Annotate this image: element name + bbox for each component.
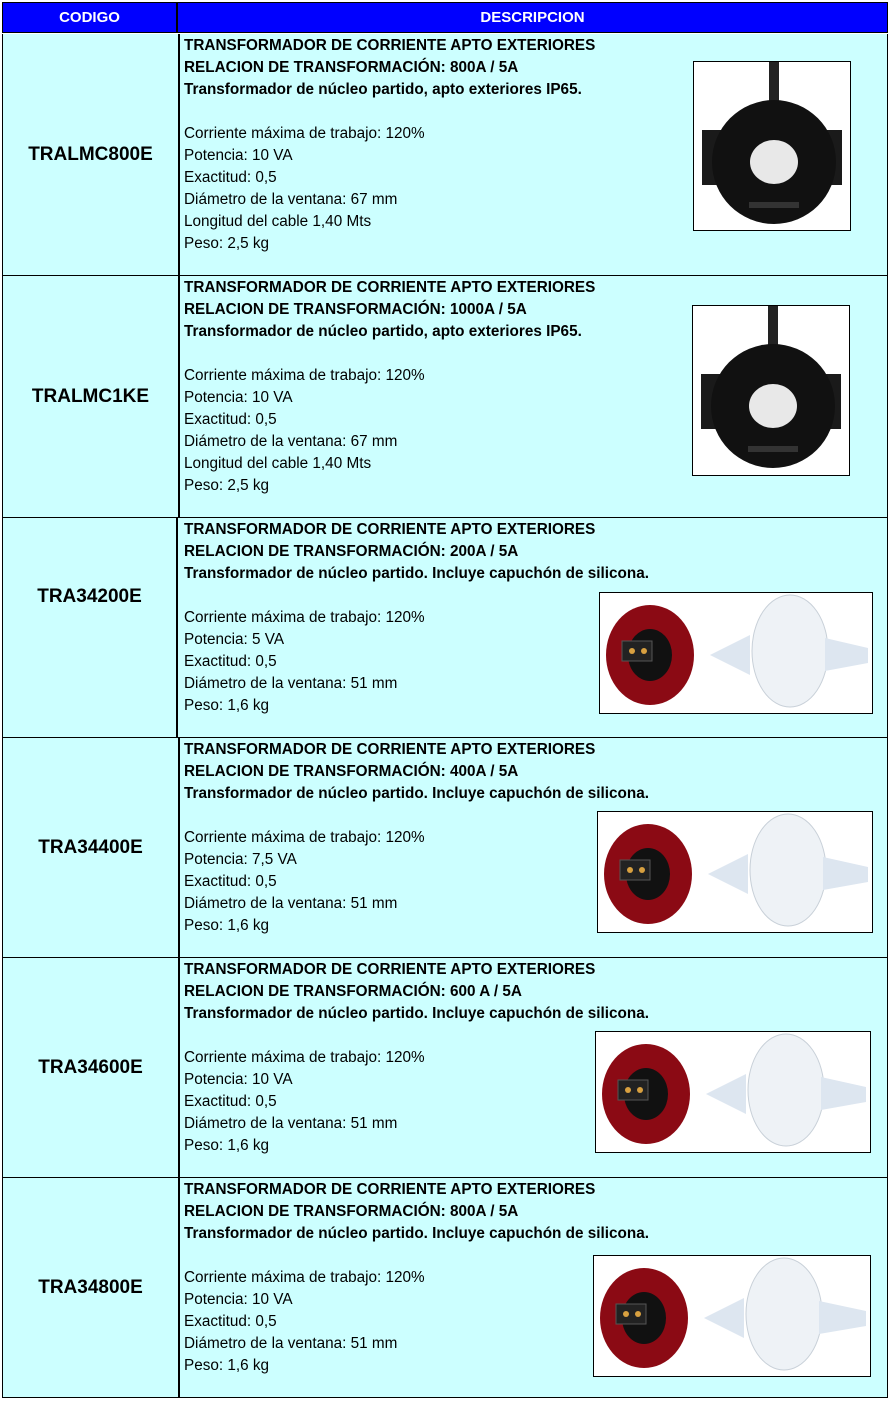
table-row (2, 34, 888, 276)
desc-type: Transformador de núcleo partido. Incluye capuchón de silicona. (184, 565, 649, 582)
product-description (181, 276, 887, 517)
spec-line: Peso: 1,6 kg (184, 697, 270, 714)
desc-type: Transformador de núcleo partido. Incluye capuchón de silicona. (184, 1225, 649, 1242)
desc-ratio: RELACION DE TRANSFORMACIÓN: 400A / 5A (184, 763, 519, 780)
product-photo (599, 592, 873, 714)
desc-type: Transformador de núcleo partido, apto exteriores IP65. (184, 81, 582, 98)
product-code: TRALMC800E (3, 34, 180, 275)
product-description (181, 1178, 887, 1397)
spec-line: Exactitud: 0,5 (184, 411, 277, 428)
product-photo (595, 1031, 871, 1153)
product-code: TRA34600E (3, 958, 180, 1177)
desc-title: TRANSFORMADOR DE CORRIENTE APTO EXTERIORES (184, 961, 596, 978)
table-row (2, 276, 888, 518)
desc-title: TRANSFORMADOR DE CORRIENTE APTO EXTERIORES (184, 521, 596, 538)
product-code: TRA34400E (3, 738, 180, 957)
spec-line: Longitud del cable 1,40 Mts (184, 213, 372, 230)
spec-line: Diámetro de la ventana: 51 mm (184, 895, 398, 912)
desc-title: TRANSFORMADOR DE CORRIENTE APTO EXTERIORES (184, 37, 596, 54)
product-photo (593, 1255, 871, 1377)
product-code: TRA34800E (3, 1178, 180, 1397)
spec-line: Peso: 1,6 kg (184, 1137, 270, 1154)
spec-line: Corriente máxima de trabajo: 120% (184, 1049, 425, 1066)
spec-line: Exactitud: 0,5 (184, 169, 277, 186)
spec-line: Peso: 2,5 kg (184, 477, 270, 494)
spec-line: Diámetro de la ventana: 51 mm (184, 675, 398, 692)
spec-line: Potencia: 10 VA (184, 1291, 293, 1308)
product-photo (692, 305, 850, 476)
spec-line: Corriente máxima de trabajo: 120% (184, 829, 425, 846)
product-description (181, 958, 887, 1177)
spec-line: Exactitud: 0,5 (184, 873, 277, 890)
desc-ratio: RELACION DE TRANSFORMACIÓN: 1000A / 5A (184, 301, 527, 318)
spec-line: Corriente máxima de trabajo: 120% (184, 609, 425, 626)
spec-line: Peso: 1,6 kg (184, 1357, 270, 1374)
spec-line: Potencia: 10 VA (184, 147, 293, 164)
desc-title: TRANSFORMADOR DE CORRIENTE APTO EXTERIORES (184, 279, 596, 296)
table-row (2, 518, 888, 738)
header-codigo: CODIGO (2, 2, 177, 33)
product-photo (597, 811, 873, 933)
desc-title: TRANSFORMADOR DE CORRIENTE APTO EXTERIORES (184, 1181, 596, 1198)
product-photo (693, 61, 851, 231)
desc-type: Transformador de núcleo partido. Incluye capuchón de silicona. (184, 1005, 649, 1022)
spec-line: Diámetro de la ventana: 67 mm (184, 433, 398, 450)
table-row (2, 738, 888, 958)
spec-line: Peso: 2,5 kg (184, 235, 270, 252)
desc-type: Transformador de núcleo partido. Incluye capuchón de silicona. (184, 785, 649, 802)
spec-line: Potencia: 7,5 VA (184, 851, 297, 868)
table-row (2, 958, 888, 1178)
desc-title: TRANSFORMADOR DE CORRIENTE APTO EXTERIORES (184, 741, 596, 758)
desc-ratio: RELACION DE TRANSFORMACIÓN: 800A / 5A (184, 59, 519, 76)
table-row (2, 1178, 888, 1398)
spec-line: Diámetro de la ventana: 67 mm (184, 191, 398, 208)
product-description (181, 34, 887, 275)
spec-line: Corriente máxima de trabajo: 120% (184, 125, 425, 142)
spec-line: Potencia: 10 VA (184, 1071, 293, 1088)
spec-line: Exactitud: 0,5 (184, 653, 277, 670)
product-description (181, 738, 887, 957)
header-descripcion: DESCRIPCION (177, 2, 888, 33)
spec-line: Exactitud: 0,5 (184, 1313, 277, 1330)
spec-line: Exactitud: 0,5 (184, 1093, 277, 1110)
spec-line: Potencia: 5 VA (184, 631, 285, 648)
product-code: TRALMC1KE (3, 276, 180, 517)
desc-ratio: RELACION DE TRANSFORMACIÓN: 600 A / 5A (184, 983, 522, 1000)
spec-line: Diámetro de la ventana: 51 mm (184, 1115, 398, 1132)
desc-ratio: RELACION DE TRANSFORMACIÓN: 200A / 5A (184, 543, 519, 560)
desc-ratio: RELACION DE TRANSFORMACIÓN: 800A / 5A (184, 1203, 519, 1220)
spec-line: Diámetro de la ventana: 51 mm (184, 1335, 398, 1352)
spec-line: Corriente máxima de trabajo: 120% (184, 1269, 425, 1286)
desc-type: Transformador de núcleo partido, apto exteriores IP65. (184, 323, 582, 340)
product-code: TRA34200E (3, 518, 178, 737)
spec-line: Potencia: 10 VA (184, 389, 293, 406)
spec-line: Peso: 1,6 kg (184, 917, 270, 934)
spec-line: Corriente máxima de trabajo: 120% (184, 367, 425, 384)
spec-line: Longitud del cable 1,40 Mts (184, 455, 372, 472)
product-description (181, 518, 887, 737)
